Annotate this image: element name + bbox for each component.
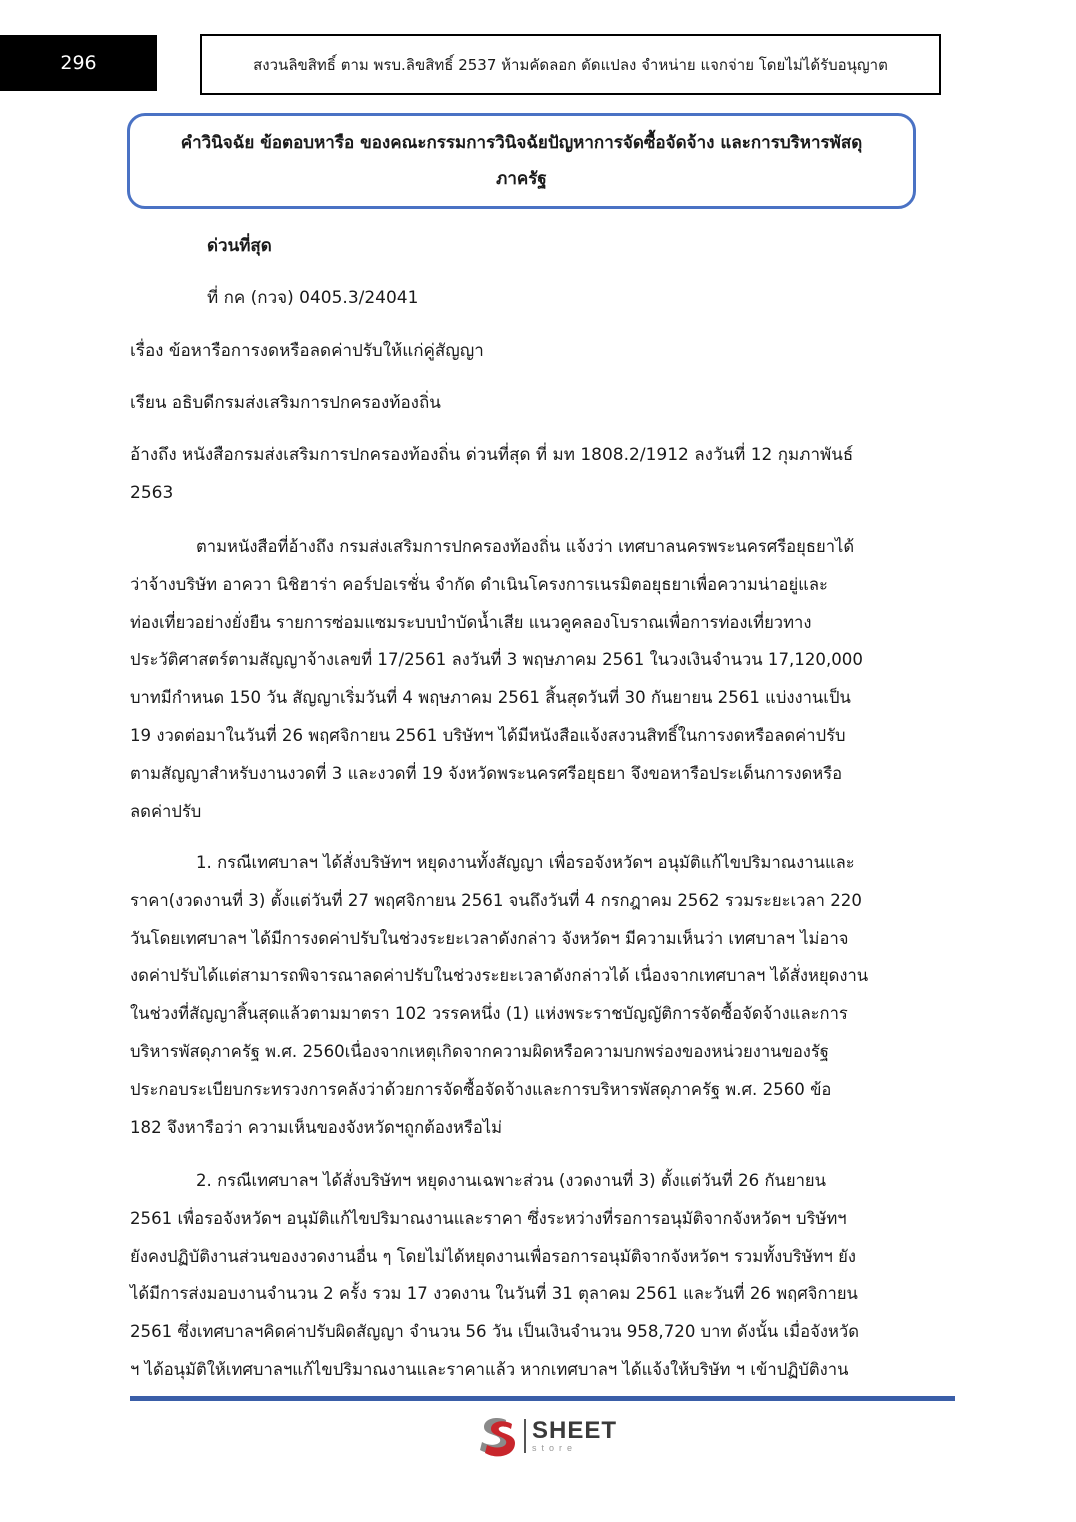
paragraph-line: วันโดยเทศบาลฯ ได้มีการงดค่าปรับในช่วงระยะเวลาดังกล่าว จังหวัดฯ มีความเห็นว่า เทศบาลฯ ไม่อาจ <box>130 928 849 948</box>
paragraph-line: งดค่าปรับได้แต่สามารถพิจารณาลดค่าปรับในช่วงระยะเวลาดังกล่าวได้ เนื่องจากเทศบาลฯ ได้สั่งหยุดงาน <box>130 966 869 986</box>
paragraph-line: ตามสัญญาสำหรับงานงวดที่ 3 และงวดที่ 19 จังหวัดพระนครศรีอยุธยา จึงขอหารือประเด็นการงดหรือ <box>130 763 843 783</box>
section-title-box <box>127 113 916 209</box>
paragraph-line: 2. กรณีเทศบาลฯ ได้สั่งบริษัทฯ หยุดงานเฉพาะส่วน (งวดงานที่ 3) ตั้งแต่วันที่ 26 กันยายน <box>196 1171 826 1190</box>
paragraph-line: ราคา(งวดงานที่ 3) ตั้งแต่วันที่ 27 พฤศจิกายน 2561 จนถึงวันที่ 4 กรกฎาคม 2562 รวมระยะเวลา 220 <box>130 890 862 910</box>
sheet-store-logo <box>476 1413 617 1459</box>
logo-sub-text: store <box>532 1443 578 1453</box>
section-title-line-2: ภาครัฐ <box>496 169 547 189</box>
page-number-text: 296 <box>60 52 97 74</box>
paragraph-line: บาทมีกำหนด 150 วัน สัญญาเริ่มวันที่ 4 พฤษภาคม 2561 สิ้นสุดวันที่ 30 กันยายน 2561 แบ่งงานเป็น <box>130 688 851 708</box>
paragraph-line: 2561 ซึ่งเทศบาลฯคิดค่าปรับผิดสัญญา จำนวน 56 วัน เป็นเงินจำนวน 958,720 บาท ดังนั้น เมื่อจังหวัด <box>130 1322 859 1342</box>
paragraph-line: ยังคงปฏิบัติงานส่วนของงวดงานอื่น ๆ โดยไม่ได้หยุดงานเพื่อรอการอนุมัติจากจังหวัดฯ รวมทั้งบริษัทฯ ยัง <box>130 1246 856 1266</box>
letter-reference-line-2: 2563 <box>130 483 174 503</box>
letter-urgency: ด่วนที่สุด <box>207 236 272 256</box>
letter-subject: เรื่อง ข้อหารือการงดหรือลดค่าปรับให้แก่คู่สัญญา <box>130 341 484 361</box>
letter-ref-number: ที่ กค (กวจ) 0405.3/24041 <box>207 288 419 308</box>
sheet-store-logo-icon <box>476 1414 518 1458</box>
logo-main-text: SHEET <box>532 1417 618 1444</box>
paragraph-line: 1. กรณีเทศบาลฯ ได้สั่งบริษัทฯ หยุดงานทั้งสัญญา เพื่อรอจังหวัดฯ อนุมัติแก้ไขปริมาณงานและ <box>196 853 855 872</box>
paragraph-line: ตามหนังสือที่อ้างถึง กรมส่งเสริมการปกครองท้องถิ่น แจ้งว่า เทศบาลนครพระนครศรีอยุธยาได้ <box>196 537 855 556</box>
paragraph-line: ว่าจ้างบริษัท อาควา นิชิฮาร่า คอร์ปอเรชั่น จำกัด ดำเนินโครงการเนรมิตอยุธยาเพื่อความน่าอยู่และ <box>130 574 828 594</box>
footer-divider <box>130 1396 955 1401</box>
paragraph-line: ในช่วงที่สัญญาสิ้นสุดแล้วตามมาตรา 102 วรรคหนึ่ง (1) แห่งพระราชบัญญัติการจัดซื้อจัดจ้างและการ <box>130 1004 848 1024</box>
paragraph-line: 182 จึงหารือว่า ความเห็นของจังหวัดฯถูกต้องหรือไม่ <box>130 1117 503 1137</box>
letter-reference-line-1: อ้างถึง หนังสือกรมส่งเสริมการปกครองท้องถิ่น ด่วนที่สุด ที่ มท 1808.2/1912 ลงวันที่ 12 กุมภาพันธ์ <box>130 445 854 465</box>
logo-wordmark <box>532 1419 617 1453</box>
paragraph-line: ได้มีการส่งมอบงานจำนวน 2 ครั้ง รวม 17 งวดงาน ในวันที่ 31 ตุลาคม 2561 และวันที่ 26 พฤศจิกายน <box>130 1284 858 1304</box>
section-title-line-1: คำวินิจฉัย ข้อตอบหารือ ของคณะกรรมการวินิจฉัยปัญหาการจัดซื้อจัดจ้าง และการบริหารพัสดุ <box>180 133 863 153</box>
paragraph-line: 2561 เพื่อรอจังหวัดฯ อนุมัติแก้ไขปริมาณงานและราคา ซึ่งระหว่างที่รอการอนุมัติจากจังหวัดฯ บริษัทฯ <box>130 1208 847 1228</box>
copyright-header <box>200 34 941 95</box>
paragraph-line: ลดค่าปรับ <box>130 801 202 821</box>
paragraph-line: บริหารพัสดุภาครัฐ พ.ศ. 2560เนื่องจากเหตุเกิดจากความผิดหรือความบกพร่องของหน่วยงานของรัฐ <box>130 1041 829 1061</box>
body-paragraph-1 <box>130 528 910 830</box>
paragraph-line: ท่องเที่ยวอย่างยั่งยืน รายการซ่อมแซมระบบบำบัดน้ำเสีย แนวคูคลองโบราณเพื่อการท่องเที่ยวทาง <box>130 612 812 632</box>
copyright-notice: สงวนลิขสิทธิ์ ตาม พรบ.ลิขสิทธิ์ 2537 ห้ามคัดลอก ดัดแปลง จำหน่าย แจกจ่าย โดยไม่ได้รับอนุญาต <box>253 55 888 74</box>
letter-recipient: เรียน อธิบดีกรมส่งเสริมการปกครองท้องถิ่น <box>130 393 441 413</box>
paragraph-line: 19 งวดต่อมาในวันที่ 26 พฤศจิกายน 2561 บริษัทฯ ได้มีหนังสือแจ้งสงวนสิทธิ์ในการงดหรือลดค่าปรับ <box>130 725 846 745</box>
body-paragraph-3 <box>130 1162 910 1389</box>
logo-divider <box>524 1419 526 1453</box>
page-number <box>0 35 157 91</box>
paragraph-line: ฯ ได้อนุมัติให้เทศบาลฯแก้ไขปริมาณงานและราคาแล้ว หากเทศบาลฯ ได้แจ้งให้บริษัท ฯ เข้าปฏิบัติงาน <box>130 1359 849 1379</box>
paragraph-line: ประกอบระเบียบกระทรวงการคลังว่าด้วยการจัดซื้อจัดจ้างและการบริหารพัสดุภาครัฐ พ.ศ. 2560 ข้อ <box>130 1079 832 1099</box>
body-paragraph-2 <box>130 844 910 1146</box>
paragraph-line: ประวัติศาสตร์ตามสัญญาจ้างเลขที่ 17/2561 ลงวันที่ 3 พฤษภาคม 2561 ในวงเงินจำนวน 17,120,000 <box>130 650 863 670</box>
